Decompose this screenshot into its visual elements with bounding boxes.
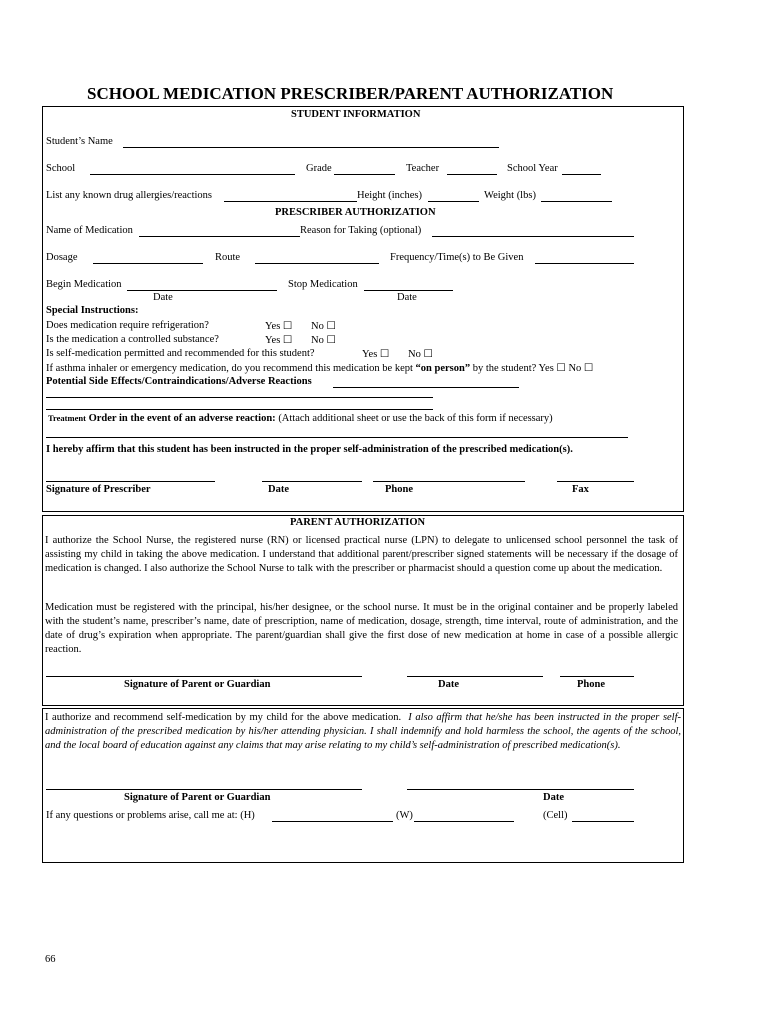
selfmed-date-field[interactable] xyxy=(407,789,634,790)
stop-medication-label: Stop Medication xyxy=(288,279,358,290)
reason-label: Reason for Taking (optional) xyxy=(300,225,422,236)
self-medication-question: Is self-medication permitted and recommended for this student? xyxy=(46,348,315,359)
prescriber-phone-label: Phone xyxy=(385,484,414,495)
frequency-field[interactable] xyxy=(535,263,634,264)
parent-signature-field[interactable] xyxy=(46,676,362,677)
medication-name-field[interactable] xyxy=(139,236,300,237)
treatment-note: (Attach additional sheet or use the back of this form if necessary) xyxy=(278,413,553,424)
school-year-field[interactable] xyxy=(562,174,601,175)
special-instructions-label: Special Instructions: xyxy=(46,305,139,316)
prescriber-signature-field[interactable] xyxy=(46,481,215,482)
teacher-label: Teacher xyxy=(406,163,440,174)
refrigeration-yes-checkbox[interactable]: Yes ☐ xyxy=(265,321,293,332)
form-title: SCHOOL MEDICATION PRESCRIBER/PARENT AUTHORIZATION xyxy=(87,84,614,103)
student-name-field[interactable] xyxy=(123,147,499,148)
work-phone-field[interactable] xyxy=(414,821,514,822)
height-label: Height (inches) xyxy=(357,190,423,201)
side-effects-line-3[interactable] xyxy=(46,409,433,410)
reason-field[interactable] xyxy=(432,236,634,237)
page-number: 66 xyxy=(45,954,56,965)
contact-cell-label: (Cell) xyxy=(543,810,568,821)
prescriber-date-label: Date xyxy=(268,484,289,495)
student-name-label: Student’s Name xyxy=(46,136,113,147)
begin-medication-label: Begin Medication xyxy=(46,279,122,290)
allergies-field[interactable] xyxy=(224,201,357,202)
side-effects-field[interactable] xyxy=(333,387,519,388)
stop-date-caption: Date xyxy=(397,292,417,303)
contact-home-label: If any questions or problems arise, call me at: (H) xyxy=(46,810,255,821)
treatment-field[interactable] xyxy=(46,437,628,438)
prescriber-affirmation: I hereby affirm that this student has been instructed in the proper self-administration of the prescribed medication(s). xyxy=(46,444,573,455)
school-year-label: School Year xyxy=(507,163,558,174)
treatment-order-label xyxy=(48,413,553,424)
frequency-label: Frequency/Time(s) to Be Given xyxy=(390,252,524,263)
begin-date-caption: Date xyxy=(153,292,173,303)
controlled-yes-checkbox[interactable]: Yes ☐ xyxy=(265,335,293,346)
prescriber-auth-header: PRESCRIBER AUTHORIZATION xyxy=(275,207,436,218)
parent-phone-field[interactable] xyxy=(560,676,634,677)
parent-authorization-paragraph: I authorize the School Nurse, the registered nurse (RN) or licensed practical nurse (LPN) to delegate to unlicensed school personnel the task of assisting my child in taking the above medication. I understand that additional parent/prescriber signed statements will be necessary if the dosage of medication is changed. I also authorize the School Nurse to talk with the prescriber or pharmacist should a question come up about the medication. xyxy=(45,535,678,574)
allergies-label: List any known drug allergies/reactions xyxy=(46,190,213,201)
prescriber-signature-label: Signature of Prescriber xyxy=(46,484,151,495)
height-field[interactable] xyxy=(428,201,479,202)
weight-field[interactable] xyxy=(541,201,612,202)
parent-signature-label: Signature of Parent or Guardian xyxy=(124,679,271,690)
prescriber-fax-field[interactable] xyxy=(557,481,634,482)
dosage-field[interactable] xyxy=(93,263,203,264)
grade-field[interactable] xyxy=(334,174,395,175)
side-effects-label: Potential Side Effects/Contraindications/Adverse Reactions xyxy=(46,376,312,387)
stop-medication-field[interactable] xyxy=(364,290,453,291)
parent-date-label: Date xyxy=(438,679,459,690)
asthma-on-person: “on person” xyxy=(415,363,471,374)
student-info-header: STUDENT INFORMATION xyxy=(291,109,421,120)
selfmed-date-label: Date xyxy=(543,792,564,803)
self-medication-indemnity: I also affirm that he/she has been instructed in the proper self-administration of the prescribed medication by his/her attending physician. I shall indemnify and hold harmless the school, the agents of the school, and the local board of education against any claims that may arise relating to my child’s self-administration of prescribed medication(s). xyxy=(45,712,682,751)
prescriber-date-field[interactable] xyxy=(262,481,362,482)
school-field[interactable] xyxy=(90,174,295,175)
treatment-order-text: Order in the event of an adverse reaction: xyxy=(88,413,276,424)
weight-label: Weight (lbs) xyxy=(484,190,536,201)
medication-name-label: Name of Medication xyxy=(46,225,133,236)
registration-requirements-paragraph: Medication must be registered with the principal, his/her designee, or the school nurse. It must be in the original container and be properly labeled with the student’s name, prescriber’s name, date of prescription, name of medication, dosage, strength, time interval, route of administration, and the date of drug’s expiration when appropriate. The parent/guardian shall give the first dose of new medication at home in case of a possible allergic reaction. xyxy=(45,602,678,655)
controlled-question: Is the medication a controlled substance? xyxy=(46,334,219,345)
route-field[interactable] xyxy=(255,263,379,264)
selfmed-signature-field[interactable] xyxy=(46,789,362,790)
prescriber-phone-field[interactable] xyxy=(373,481,525,482)
self-medication-no-checkbox[interactable]: No ☐ xyxy=(408,349,433,360)
cell-phone-field[interactable] xyxy=(572,821,634,822)
teacher-field[interactable] xyxy=(447,174,497,175)
begin-medication-field[interactable] xyxy=(127,290,277,291)
route-label: Route xyxy=(215,252,241,263)
treatment-small-label: Treatment xyxy=(48,413,86,423)
dosage-label: Dosage xyxy=(46,252,78,263)
prescriber-fax-label: Fax xyxy=(572,484,589,495)
self-medication-paragraph xyxy=(45,711,681,753)
asthma-question xyxy=(46,362,593,374)
school-label: School xyxy=(46,163,76,174)
side-effects-line-2[interactable] xyxy=(46,397,433,398)
parent-date-field[interactable] xyxy=(407,676,543,677)
asthma-question-text: If asthma inhaler or emergency medication, do you recommend this medication be kept xyxy=(46,363,413,374)
refrigeration-question: Does medication require refrigeration? xyxy=(46,320,209,331)
home-phone-field[interactable] xyxy=(272,821,393,822)
controlled-no-checkbox[interactable]: No ☐ xyxy=(311,335,336,346)
grade-label: Grade xyxy=(306,163,332,174)
asthma-yes-no-checkboxes[interactable]: by the student? Yes ☐ No ☐ xyxy=(472,363,594,374)
selfmed-signature-label: Signature of Parent or Guardian xyxy=(124,792,271,803)
contact-work-label: (W) xyxy=(396,810,413,821)
self-medication-statement: I authorize and recommend self-medication by my child for the above medication. xyxy=(45,712,402,723)
refrigeration-no-checkbox[interactable]: No ☐ xyxy=(311,321,336,332)
parent-phone-label: Phone xyxy=(577,679,606,690)
parent-auth-header: PARENT AUTHORIZATION xyxy=(290,517,426,528)
self-medication-yes-checkbox[interactable]: Yes ☐ xyxy=(362,349,390,360)
